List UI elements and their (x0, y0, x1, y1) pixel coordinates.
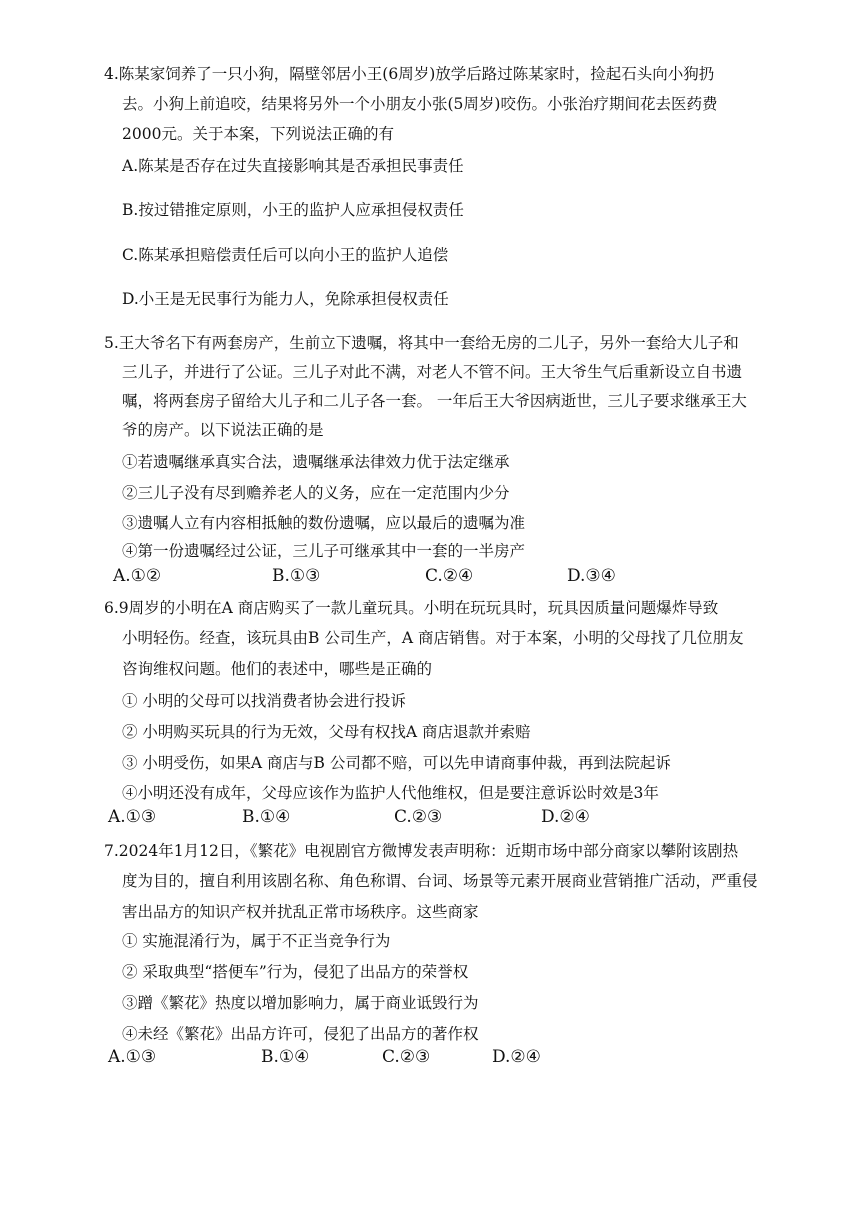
q5-stem-line-4: 爷的房产。以下说法正确的是 (122, 421, 324, 439)
q5-choice-c: C.②④ (425, 566, 474, 586)
q5-choice-b: B.①③ (272, 566, 321, 586)
q7-statement-1: ① 实施混淆行为，属于不正当竞争行为 (122, 932, 391, 950)
q6-choice-d: D.②④ (541, 807, 590, 827)
q7-stem-line-3: 害出品方的知识产权并扰乱正常市场秩序。这些商家 (122, 903, 479, 921)
q5-statement-3: ③遗嘱人立有内容相抵触的数份遗嘱，应以最后的遗嘱为准 (122, 514, 526, 532)
q5-statement-2: ②三儿子没有尽到赡养老人的义务，应在一定范围内少分 (122, 484, 510, 502)
q6-statement-3: ③ 小明受伤，如果A 商店与B 公司都不赔，可以先申请商事仲裁，再到法院起诉 (122, 754, 671, 772)
q7-choice-c: C.②③ (382, 1047, 431, 1067)
q5-stem-line-2: 三儿子，并进行了公证。三儿子对此不满，对老人不管不问。王大爷生气后重新设立自书遗 (122, 363, 743, 381)
q4-option-b: B.按过错推定原则，小王的监护人应承担侵权责任 (122, 201, 464, 219)
q7-statement-3: ③蹭《繁花》热度以增加影响力，属于商业诋毁行为 (122, 994, 479, 1012)
q6-choice-c: C.②③ (394, 807, 443, 827)
q6-stem-line-3: 咨询维权问题。他们的表述中，哪些是正确的 (122, 660, 433, 678)
q6-statement-1: ① 小明的父母可以找消费者协会进行投诉 (122, 692, 406, 710)
q7-stem-line-2: 度为目的，擅自利用该剧名称、角色称谓、台词、场景等元素开展商业营销推广活动，严重侵 (122, 872, 758, 890)
q5-stem-line-1: 5.王大爷名下有两套房产，生前立下遗嘱，将其中一套给无房的二儿子，另外一套给大儿子和 (104, 334, 739, 352)
q4-option-a: A.陈某是否存在过失直接影响其是否承担民事责任 (122, 157, 464, 175)
q6-choice-a: A.①③ (108, 807, 157, 827)
q6-stem-line-2: 小明轻伤。经查，该玩具由B 公司生产，A 商店销售。对于本案，小明的父母找了几位朋友 (122, 629, 744, 647)
q5-stem-line-3: 嘱，将两套房子留给大儿子和二儿子各一套。 一年后王大爷因病逝世，三儿子要求继承王大 (122, 392, 747, 410)
q5-statement-4: ④第一份遗嘱经过公证，三儿子可继承其中一套的一半房产 (122, 542, 526, 560)
q6-stem-line-1: 6.9周岁的小明在A 商店购买了一款儿童玩具。小明在玩玩具时，玩具因质量问题爆炸导致 (104, 599, 719, 617)
q4-stem-line-3: 2000元。关于本案，下列说法正确的有 (122, 125, 394, 143)
q7-choice-a: A.①③ (108, 1047, 157, 1067)
q6-choice-b: B.①④ (242, 807, 291, 827)
q6-statement-4: ④小明还没有成年，父母应该作为监护人代他维权，但是要注意诉讼时效是3年 (122, 784, 659, 802)
q5-statement-1: ①若遗嘱继承真实合法，遗嘱继承法律效力优于法定继承 (122, 453, 510, 471)
q4-stem-line-1: 4.陈某家饲养了一只小狗，隔壁邻居小王(6周岁)放学后路过陈某家时，捡起石头向小狗扔 (104, 65, 715, 83)
q4-stem-line-2: 去。小狗上前追咬，结果将另外一个小朋友小张(5周岁)咬伤。小张治疗期间花去医药费 (122, 95, 718, 113)
q7-choice-b: B.①④ (261, 1047, 310, 1067)
q7-choice-d: D.②④ (492, 1047, 541, 1067)
q4-option-d: D.小王是无民事行为能力人，免除承担侵权责任 (122, 290, 449, 308)
q5-choice-d: D.③④ (567, 566, 616, 586)
q7-stem-line-1: 7.2024年1月12日，《繁花》电视剧官方微博发表声明称：近期市场中部分商家以攀附该剧热 (104, 842, 739, 860)
q4-option-c: C.陈某承担赔偿责任后可以向小王的监护人追偿 (122, 246, 449, 264)
q5-choice-a: A.①② (113, 566, 162, 586)
q7-statement-4: ④未经《繁花》出品方许可，侵犯了出品方的著作权 (122, 1025, 479, 1043)
q6-statement-2: ② 小明购买玩具的行为无效，父母有权找A 商店退款并索赔 (122, 723, 531, 741)
q7-statement-2: ② 采取典型“搭便车”行为，侵犯了出品方的荣誉权 (122, 963, 469, 981)
